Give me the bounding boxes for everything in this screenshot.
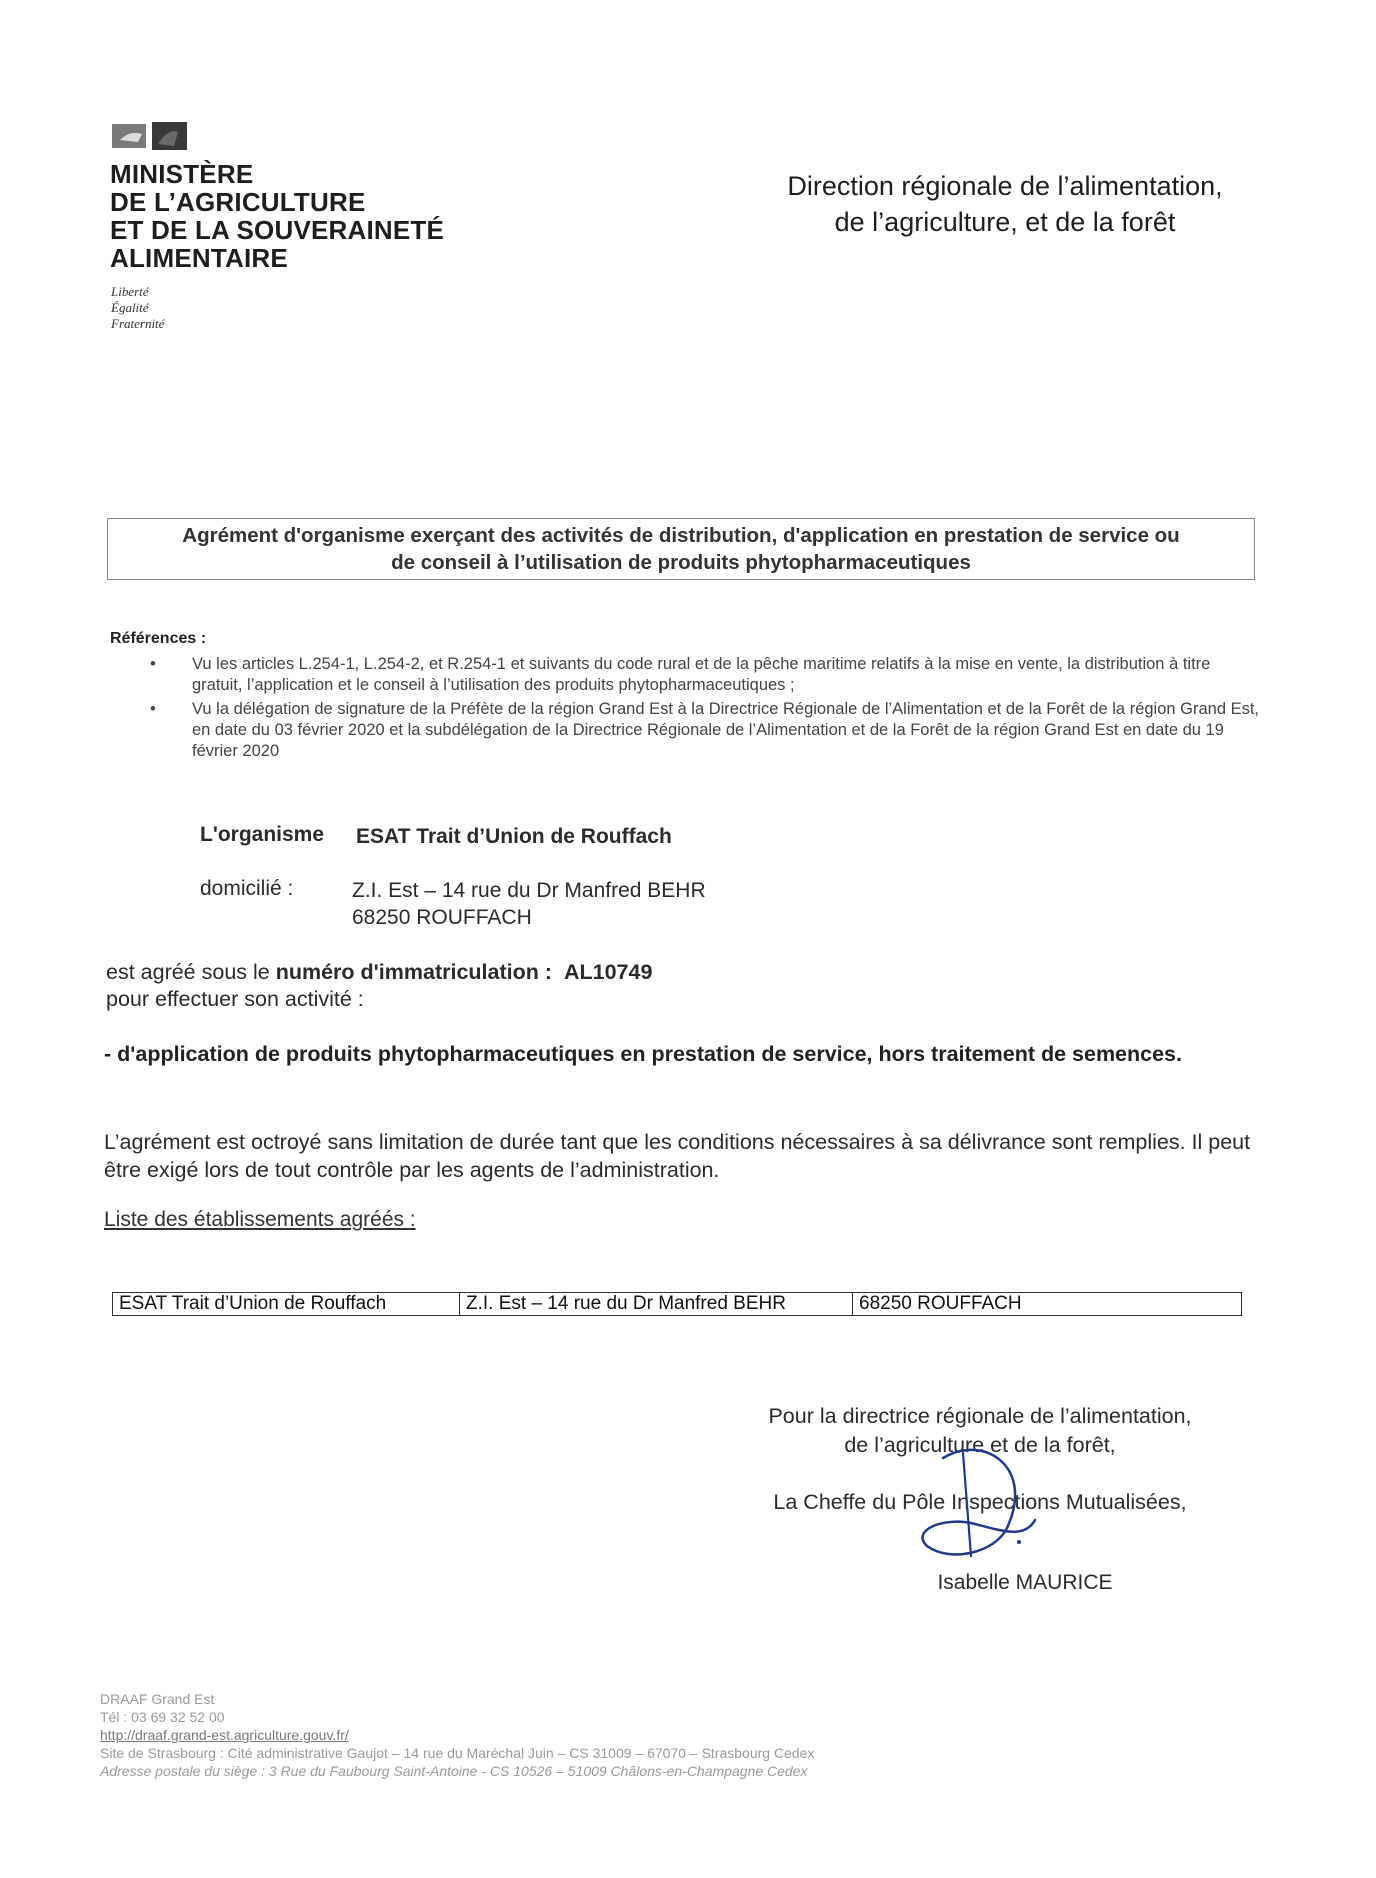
establishment-city-cell: 68250 ROUFFACH: [853, 1293, 1242, 1316]
signature-block: Pour la directrice régionale de l’alimentation, de l’agriculture et de la forêt,: [768, 1404, 1192, 1457]
ministry-name: MINISTÈRE DE L’AGRICULTURE ET DE LA SOUVERAINETÉ ALIMENTAIRE: [110, 159, 445, 273]
establishments-title: Liste des établissements agréés :: [104, 1208, 416, 1231]
validity-text: L’agrément est octroyé sans limitation de durée tant que les conditions nécessaires à sa délivrance sont remplies. Il peut être exigé lors de tout contrôle par les agents de l’administration.: [104, 1130, 1251, 1182]
direction-title: Direction régionale de l’alimentation, de l’agriculture, et de la forêt: [787, 171, 1223, 237]
marianne-logo: [112, 122, 187, 150]
handwritten-signature: [915, 1438, 1055, 1568]
signer-name: Isabelle MAURICE: [937, 1571, 1113, 1594]
registration-number: AL10749: [563, 960, 653, 984]
bullet-icon: •: [150, 700, 156, 718]
website-link[interactable]: http://draaf.grand-est.agriculture.gouv.fr/: [100, 1727, 349, 1743]
domicile-city: 68250 ROUFFACH: [352, 906, 532, 929]
establishment-address-cell: Z.I. Est – 14 rue du Dr Manfred BEHR: [460, 1293, 853, 1316]
domicile-street: Z.I. Est – 14 rue du Dr Manfred BEHR: [352, 879, 706, 902]
establishments-table: [112, 1292, 1242, 1316]
approval-line: est agréé sous le numéro d'immatriculation : AL10749: [106, 960, 653, 984]
page-footer: DRAAF Grand Est Tél : 03 69 32 52 00 http://draaf.grand-est.agriculture.gouv.fr/ Site de Strasbourg : Cité administrative Gaujot – 14 rue du Maréchal Juin – CS 31009 – 67070 – Strasbourg Cedex Adresse postale du siège : 3 Rue du Faubourg Saint-Antoine - CS 10526 – 51009 Châlons-en-Champagne Cedex: [100, 1691, 815, 1779]
activity-description: - d'application de produits phytopharmaceutiques en prestation de service, hors traitement de semences.: [104, 1042, 1182, 1066]
signatory-role: La Cheffe du Pôle Inspections Mutualisées,: [773, 1490, 1187, 1514]
references-list: [140, 654, 1260, 765]
domicile-label: domicilié :: [200, 877, 294, 900]
organisation-name: ESAT Trait d’Union de Rouffach: [356, 825, 672, 848]
document-heading: Agrément d'organisme exerçant des activités de distribution, d'application en prestation de service ou de conseil à l’utilisation de produits phytopharmaceutiques: [107, 518, 1255, 580]
republic-motto: Liberté Égalité Fraternité: [111, 284, 165, 331]
activity-intro: pour effectuer son activité :: [106, 987, 364, 1011]
reference-item: • Vu les articles L.254-1, L.254-2, et R.254-1 et suivants du code rural et de la pêche maritime relatifs à la mise en vente, la distribution à titre gratuit, l’application et le conseil à l’utilisation des produits phytopharmaceutiques ;: [150, 655, 1211, 694]
bullet-icon: •: [150, 655, 156, 673]
table-row: [113, 1293, 1242, 1316]
reference-item: • Vu la délégation de signature de la Préfète de la région Grand Est à la Directrice Régionale de l’Alimentation et de la Forêt de la région Grand Est, en date du 03 février 2020 et la subdélégation de la Directrice Régionale de l’Alimentation et de la Forêt de la région Grand Est en date du 19 février 2020: [150, 700, 1260, 760]
references-label: Références :: [110, 630, 207, 647]
establishment-name-cell: ESAT Trait d’Union de Rouffach: [119, 1293, 387, 1314]
organisation-label: L'organisme: [200, 823, 325, 846]
